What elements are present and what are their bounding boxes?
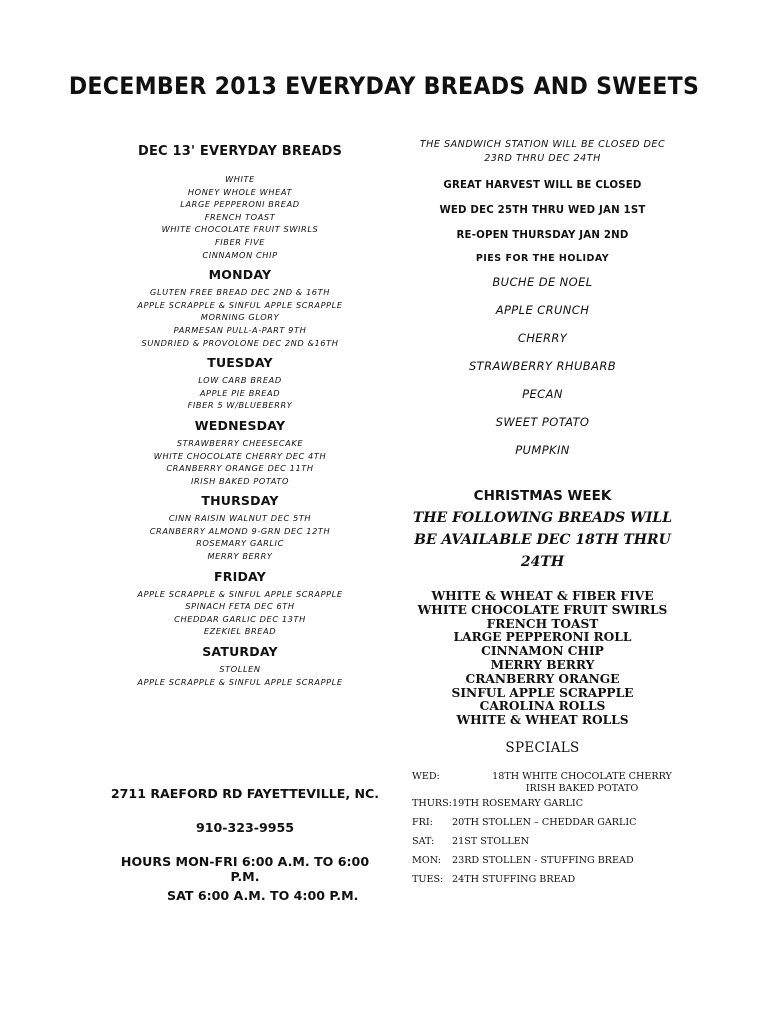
- list-item: HONEY WHOLE WHEAT: [187, 186, 293, 197]
- specials-day: TUES:: [412, 874, 444, 885]
- list-item: FRENCH TOAST: [204, 211, 276, 222]
- wednesday-heading: WEDNESDAY: [194, 417, 286, 433]
- everyday-breads-list: [90, 173, 390, 261]
- list-item: IRISH BAKED POTATO: [190, 475, 290, 486]
- friday-heading: FRIDAY: [214, 568, 266, 584]
- list-item: EZEKIEL BREAD: [203, 626, 277, 637]
- specials-heading: SPECIALS: [505, 739, 580, 756]
- everyday-breads-heading: DEC 13' EVERYDAY BREADS: [137, 144, 343, 159]
- sandwich-station-note: THE SANDWICH STATION WILL BE CLOSED DEC: [419, 139, 666, 150]
- list-item: FIBER 5 W/BLUEBERRY: [187, 400, 293, 411]
- list-item: CRANBERRY ORANGE DEC 11TH: [166, 463, 314, 474]
- list-item: CINNAMON CHIP: [202, 249, 278, 260]
- list-item: SUNDRIED & PROVOLONE DEC 2ND &16TH: [141, 337, 339, 348]
- list-item: CAROLINA ROLLS: [479, 699, 606, 714]
- list-item: PUMPKIN: [515, 443, 570, 457]
- list-item: LOW CARB BREAD: [198, 375, 282, 386]
- specials-text: 20TH STOLLEN – CHEDDAR GARLIC: [452, 817, 637, 828]
- list-item: WHITE & WHEAT ROLLS: [456, 713, 629, 728]
- address: 2711 RAEFORD RD FAYETTEVILLE, NC.: [110, 786, 380, 801]
- list-item: SWEET POTATO: [495, 415, 590, 429]
- weekday-hours: HOURS MON-FRI 6:00 A.M. TO 6:00 P.M.: [120, 854, 370, 884]
- list-item: CRANBERRY ORANGE: [465, 671, 620, 686]
- table-row: [412, 855, 712, 874]
- page-title: DECEMBER 2013 EVERYDAY BREADS AND SWEETS: [68, 72, 700, 100]
- christmas-week-subheading: THE FOLLOWING BREADS WILL: [412, 510, 673, 526]
- sandwich-station-note: 23RD THRU DEC 24TH: [484, 153, 601, 164]
- list-item: APPLE PIE BREAD: [199, 387, 281, 398]
- phone-number: 910-323-9955: [195, 820, 295, 835]
- list-item: WHITE CHOCOLATE FRUIT SWIRLS: [417, 602, 668, 617]
- list-item: APPLE SCRAPPLE & SINFUL APPLE SCRAPPLE: [137, 676, 343, 687]
- tuesday-heading: TUESDAY: [207, 355, 273, 371]
- list-item: STOLLEN: [219, 664, 261, 675]
- thursday-heading: THURSDAY: [201, 493, 279, 509]
- list-item: APPLE CRUNCH: [495, 303, 590, 317]
- christmas-week-subheading: 24TH: [520, 554, 565, 570]
- saturday-heading: SATURDAY: [202, 644, 278, 660]
- list-item: GLUTEN FREE BREAD DEC 2ND & 16TH: [150, 287, 330, 298]
- list-item: SINFUL APPLE SCRAPPLE: [451, 685, 634, 700]
- list-item: SPINACH FETA DEC 6TH: [185, 601, 295, 612]
- list-item: BUCHE DE NOEL: [492, 275, 593, 289]
- list-item: CHERRY: [517, 331, 568, 345]
- specials-text: [452, 771, 712, 794]
- list-item: WHITE CHOCOLATE FRUIT SWIRLS: [161, 224, 319, 235]
- specials-text: 19TH ROSEMARY GARLIC: [452, 798, 584, 809]
- specials-day: WED:: [412, 771, 440, 782]
- table-row: [412, 817, 712, 836]
- specials-text: 23RD STOLLEN - STUFFING BREAD: [452, 855, 634, 866]
- list-item: MERRY BERRY: [490, 657, 595, 672]
- specials-table: [412, 771, 712, 893]
- list-item: STRAWBERRY CHEESECAKE: [176, 437, 304, 448]
- list-item: CINN RAISIN WALNUT DEC 5TH: [168, 513, 312, 524]
- specials-day: MON:: [412, 855, 441, 866]
- list-item: CINNAMON CHIP: [481, 644, 604, 659]
- christmas-breads-list: [400, 590, 685, 728]
- closed-notice: GREAT HARVEST WILL BE CLOSED: [443, 180, 642, 191]
- reopen-notice: RE-OPEN THURSDAY JAN 2ND: [456, 230, 629, 241]
- list-item: FRENCH TOAST: [486, 616, 599, 631]
- list-item: ROSEMARY GARLIC: [196, 538, 284, 549]
- specials-text: 24TH STUFFING BREAD: [452, 874, 576, 885]
- list-item: FIBER FIVE: [214, 236, 266, 247]
- holiday-column: [400, 138, 685, 756]
- saturday-hours: SAT 6:00 A.M. TO 4:00 P.M.: [167, 888, 359, 903]
- list-item: LARGE PEPPERONI BREAD: [180, 199, 300, 210]
- list-item: MORNING GLORY: [200, 312, 280, 323]
- list-item: CHEDDAR GARLIC DEC 13TH: [174, 613, 306, 624]
- list-item: WHITE: [225, 174, 255, 184]
- list-item: WHITE CHOCOLATE CHERRY DEC 4TH: [153, 450, 327, 461]
- contact-block: [105, 786, 385, 922]
- pies-list: [400, 268, 685, 464]
- list-item: STRAWBERRY RHUBARB: [468, 359, 617, 373]
- list-item: APPLE SCRAPPLE & SINFUL APPLE SCRAPPLE: [137, 588, 343, 599]
- list-item: WHITE & WHEAT & FIBER FIVE: [431, 589, 654, 603]
- list-item: CRANBERRY ALMOND 9-GRN DEC 12TH: [149, 525, 331, 536]
- table-row: [412, 874, 712, 893]
- specials-day: FRI:: [412, 817, 433, 828]
- pies-heading: PIES FOR THE HOLIDAY: [475, 253, 610, 264]
- list-item: LARGE PEPPERONI ROLL: [453, 630, 632, 645]
- specials-day: THURS:: [412, 798, 452, 809]
- table-row: [412, 836, 712, 855]
- monday-heading: MONDAY: [208, 267, 272, 283]
- closed-dates: WED DEC 25TH THRU WED JAN 1ST: [439, 205, 646, 216]
- specials-line: IRISH BAKED POTATO: [525, 782, 639, 794]
- table-row: [412, 771, 712, 794]
- christmas-week-subheading: BE AVAILABLE DEC 18TH THRU: [414, 532, 671, 548]
- table-row: [412, 798, 712, 817]
- specials-text: 21ST STOLLEN: [452, 836, 530, 847]
- christmas-week-heading: CHRISTMAS WEEK: [473, 488, 612, 504]
- specials-line: 18TH WHITE CHOCOLATE CHERRY: [492, 771, 672, 782]
- everyday-breads-column: [90, 144, 390, 688]
- list-item: APPLE SCRAPPLE & SINFUL APPLE SCRAPPLE: [137, 299, 343, 310]
- specials-day: SAT:: [412, 836, 435, 847]
- list-item: PECAN: [522, 387, 563, 401]
- list-item: PARMESAN PULL-A-PART 9TH: [173, 324, 307, 335]
- list-item: MERRY BERRY: [207, 551, 273, 562]
